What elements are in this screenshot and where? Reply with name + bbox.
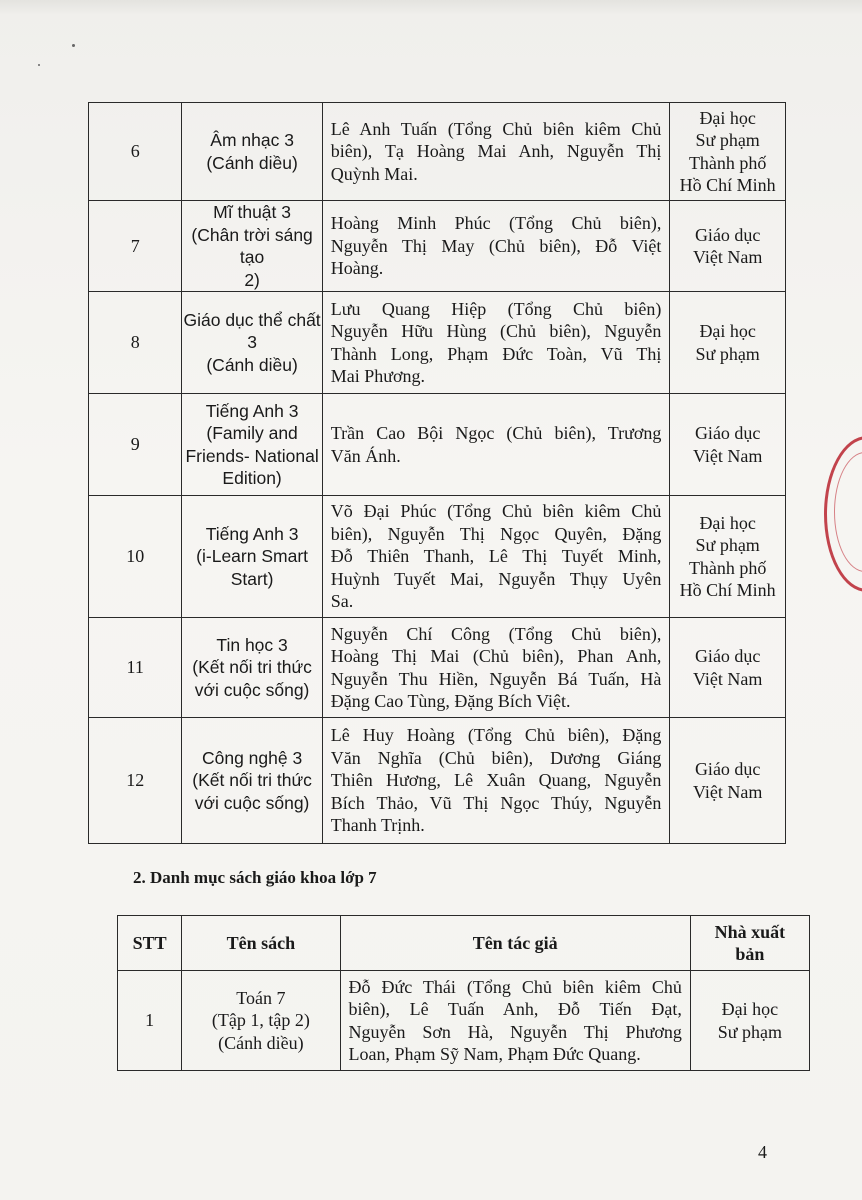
cell-publisher-line: Giáo dục <box>694 759 761 779</box>
table-row <box>89 618 786 718</box>
cell-book-name <box>182 103 322 201</box>
cell-book-name-line: (i-Learn Smart <box>196 546 309 567</box>
table-row <box>89 201 786 292</box>
cell-book-name <box>182 971 340 1071</box>
cell-publisher-line: Đại học <box>699 321 756 341</box>
cell-authors <box>322 292 670 394</box>
textbook-table-grade-7 <box>117 915 810 1071</box>
cell-book-name-line: Mĩ thuật 3 <box>213 202 291 222</box>
scan-top-edge <box>0 0 862 14</box>
cell-authors-line: Văn Ánh. <box>330 445 401 466</box>
cell-authors-line: Hoàng Thị Mai (Chủ biên), Phan Anh, <box>330 646 662 666</box>
cell-book-name-line: (Cánh diều) <box>218 1032 304 1053</box>
section-heading: 2. Danh mục sách giáo khoa lớp 7 <box>133 868 377 887</box>
cell-stt: 1 <box>118 971 182 1071</box>
cell-authors-line: Trần Cao Bội Ngọc (Chủ biên), Trương <box>330 423 662 443</box>
cell-publisher-line: Sư phạm <box>695 535 760 555</box>
cell-book-name <box>182 496 322 618</box>
cell-authors-line: Võ Đại Phúc (Tổng Chủ biên kiêm Chủ <box>330 501 662 522</box>
cell-authors-line: Đặng Cao Tùng, Đặng Bích Việt. <box>330 691 571 711</box>
cell-authors-line: biên), Tạ Hoàng Mai Anh, Nguyễn Thị <box>330 141 662 162</box>
cell-book-name-line: Tiếng Anh 3 <box>205 400 299 421</box>
cell-authors-line: Nguyễn Chí Công (Tổng Chủ biên), <box>330 623 662 644</box>
cell-book-name <box>182 201 322 292</box>
cell-book-name-line: (Chân trời sáng tạo <box>191 224 313 267</box>
cell-authors-line: Thanh Trịnh. <box>330 815 425 836</box>
cell-authors-line: Đỗ Đức Thái (Tổng Chủ biên kiêm Chủ <box>348 976 682 997</box>
cell-book-name-line: với cuộc sống) <box>194 792 310 813</box>
cell-book-name-line: Âm nhạc 3 <box>210 130 294 150</box>
cell-book-name <box>182 718 322 844</box>
cell-book-name-line: Công nghệ 3 <box>201 747 303 768</box>
cell-authors-line: Thành Long, Phạm Đức Toàn, Vũ Thị <box>330 343 662 364</box>
cell-publisher-line: Thành phố <box>688 152 767 173</box>
cell-publisher-line: Việt Nam <box>692 247 763 267</box>
cell-publisher <box>670 718 786 844</box>
textbook-table-grade-3 <box>88 102 786 844</box>
table-row <box>89 394 786 496</box>
cell-book-name-line: 2) <box>244 269 260 290</box>
header-stt: STT <box>118 916 182 971</box>
cell-stt: 6 <box>89 103 182 201</box>
cell-authors-line: Hoàng Minh Phúc (Tổng Chủ biên), <box>330 213 662 234</box>
cell-publisher-line: Việt Nam <box>692 781 763 802</box>
cell-authors-line: Lê Anh Tuấn (Tổng Chủ biên kiêm Chủ <box>330 118 662 139</box>
cell-book-name-line: (Cánh diều) <box>206 354 298 375</box>
table-row <box>118 971 810 1071</box>
header-authors: Tên tác giả <box>340 916 690 971</box>
cell-authors-line: Quỳnh Mai. <box>330 163 418 184</box>
cell-book-name-line: Toán 7 <box>236 987 286 1008</box>
cell-publisher-line: Việt Nam <box>692 668 763 689</box>
table-row <box>89 103 786 201</box>
cell-publisher-line: Sư phạm <box>717 1021 783 1042</box>
cell-publisher-line: Hồ Chí Minh <box>679 175 776 195</box>
cell-book-name-line: (Kết nối tri thức <box>192 657 312 678</box>
cell-stt: 9 <box>89 394 182 496</box>
cell-authors-line: Đỗ Thiên Thanh, Lê Thị Tuyết Minh, <box>330 546 662 567</box>
cell-publisher-line: Giáo dục <box>694 423 761 443</box>
cell-publisher-line: Đại học <box>699 107 756 128</box>
cell-authors-line: Nguyễn Hữu Hùng (Chủ biên), Nguyễn <box>330 321 662 341</box>
cell-book-name <box>182 394 322 496</box>
cell-stt: 11 <box>89 618 182 718</box>
cell-stt: 12 <box>89 718 182 844</box>
cell-stt: 7 <box>89 201 182 292</box>
cell-book-name-line: Tiếng Anh 3 <box>205 523 299 544</box>
cell-authors-line: Mai Phương. <box>330 366 426 386</box>
cell-publisher-line: Sư phạm <box>695 343 760 364</box>
cell-publisher <box>670 103 786 201</box>
table-row <box>89 292 786 394</box>
cell-authors-line: Huỳnh Tuyết Mai, Nguyễn Thụy Uyên <box>330 568 662 589</box>
cell-book-name-line: Friends- National <box>185 445 319 466</box>
cell-book-name-line: (Kết nối tri thức <box>192 770 312 791</box>
cell-book-name-line: với cuộc sống) <box>194 679 310 700</box>
cell-authors <box>322 496 670 618</box>
cell-publisher-line: Hồ Chí Minh <box>679 580 776 600</box>
table-row <box>89 718 786 844</box>
cell-publisher <box>670 496 786 618</box>
cell-book-name-line: Edition) <box>222 468 282 488</box>
cell-book-name <box>182 292 322 394</box>
cell-authors <box>340 971 690 1071</box>
table-row <box>89 496 786 618</box>
cell-publisher <box>670 618 786 718</box>
cell-stt: 8 <box>89 292 182 394</box>
cell-book-name-line: Tin học 3 <box>216 634 288 655</box>
cell-publisher-line: Đại học <box>699 512 756 533</box>
cell-authors-line: Sa. <box>330 591 354 612</box>
table-header-row <box>118 916 810 971</box>
scan-speck <box>72 44 75 47</box>
cell-authors-line: biên), Lê Tuấn Anh, Đỗ Tiến Đạt, <box>348 999 682 1019</box>
header-publisher-line: Nhà xuất <box>714 921 786 942</box>
cell-authors-line: biên), Nguyễn Thị Ngọc Quyên, Đặng <box>330 523 662 544</box>
cell-authors-line: Nguyễn Thị May (Chủ biên), Đỗ Việt <box>330 235 662 256</box>
cell-authors-line: Bích Thảo, Vũ Thị Ngọc Thúy, Nguyễn <box>330 792 662 813</box>
header-publisher-line: bản <box>735 944 765 964</box>
header-publisher <box>690 916 809 971</box>
cell-book-name-line: (Family and <box>206 423 298 443</box>
cell-authors-line: Văn Nghĩa (Chủ biên), Dương Giáng <box>330 747 662 768</box>
cell-publisher-line: Việt Nam <box>692 445 763 466</box>
cell-book-name-line: Start) <box>230 568 274 589</box>
header-book-name: Tên sách <box>182 916 340 971</box>
cell-authors-line: Lê Huy Hoàng (Tổng Chủ biên), Đặng <box>330 725 662 746</box>
scan-speck <box>38 64 40 66</box>
cell-authors-line: Thiên Hương, Lê Xuân Quang, Nguyễn <box>330 770 662 791</box>
cell-book-name-line: (Tập 1, tập 2) <box>211 1010 310 1031</box>
cell-publisher <box>670 394 786 496</box>
cell-book-name <box>182 618 322 718</box>
cell-publisher-line: Giáo dục <box>694 646 761 666</box>
cell-authors <box>322 394 670 496</box>
cell-authors-line: Nguyễn Thu Hiền, Nguyễn Bá Tuấn, Hà <box>330 668 662 689</box>
cell-publisher-line: Thành phố <box>688 557 767 578</box>
cell-book-name-line: (Cánh diều) <box>206 152 298 173</box>
cell-publisher <box>670 201 786 292</box>
cell-authors-line: Lưu Quang Hiệp (Tổng Chủ biên) <box>330 298 662 319</box>
cell-publisher-line: Sư phạm <box>695 130 760 150</box>
cell-authors-line: Hoàng. <box>330 258 384 279</box>
cell-publisher <box>670 292 786 394</box>
page-number: 4 <box>758 1142 767 1162</box>
cell-authors <box>322 618 670 718</box>
cell-authors-line: Nguyễn Sơn Hà, Nguyễn Thị Phương <box>348 1021 682 1042</box>
cell-authors <box>322 103 670 201</box>
cell-authors <box>322 718 670 844</box>
cell-publisher <box>690 971 809 1071</box>
cell-publisher-line: Giáo dục <box>694 224 761 245</box>
cell-book-name-line: Giáo dục thể chất 3 <box>183 309 321 353</box>
cell-authors-line: Loan, Phạm Sỹ Nam, Phạm Đức Quang. <box>348 1044 641 1064</box>
cell-stt: 10 <box>89 496 182 618</box>
cell-publisher-line: Đại học <box>721 999 779 1019</box>
cell-authors <box>322 201 670 292</box>
